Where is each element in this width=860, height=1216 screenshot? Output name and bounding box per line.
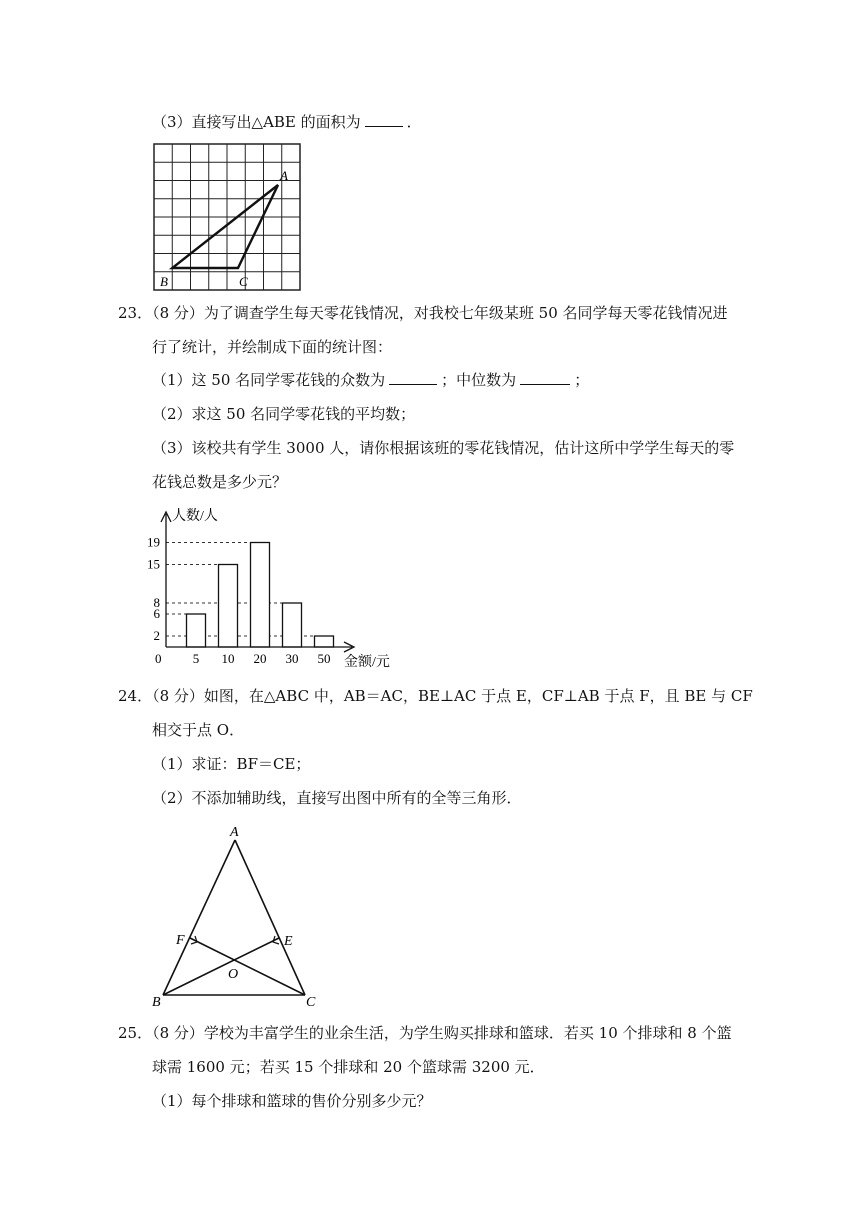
q22-part3 — [152, 112, 422, 132]
bar-50 — [315, 636, 334, 647]
x-tick-label: 30 — [285, 651, 299, 666]
q22-part3-text: （3）直接写出△ABE 的面积为 — [152, 113, 361, 131]
y-tick-label: 15 — [147, 556, 160, 572]
label-b: B — [152, 995, 161, 1010]
q23-part1-a: （1）这 50 名同学零花钱的众数为 — [152, 371, 386, 389]
q23-part1-b: ；中位数为 — [441, 371, 517, 389]
bar-chart — [140, 500, 410, 675]
y-tick-label: 2 — [153, 628, 160, 643]
label-o: O — [228, 967, 239, 982]
x-tick-label: 20 — [253, 651, 267, 666]
bar-30 — [283, 603, 302, 647]
answer-blank-median — [520, 370, 570, 385]
q23-part1 — [152, 370, 589, 390]
y-tick-label: 19 — [147, 534, 160, 550]
triangle-abc — [172, 185, 278, 268]
answer-blank — [365, 112, 403, 127]
q25-line1: 25．（8 分）学校为丰富学生的业余生活，为学生购买排球和篮球．若买 10 个排球和 8 个篮 — [118, 1024, 732, 1042]
isosceles-triangle-figure — [140, 820, 340, 1010]
q23-part3-line1: （3）该校共有学生 3000 人，请你根据该班的零花钱情况，估计这所中学学生每天的零 — [152, 439, 735, 457]
q23-part3-line2: 花钱总数是多少元？ — [152, 473, 288, 491]
q23-part1-c: ； — [574, 371, 590, 389]
origin-label: 0 — [155, 651, 162, 666]
label-a: A — [230, 825, 239, 840]
label-e: E — [284, 934, 293, 949]
q25-part1: （1）每个排球和篮球的售价分别多少元？ — [152, 1092, 432, 1110]
q22-part3-end: ． — [406, 113, 422, 131]
y-axis-label: 人数/人 — [172, 509, 218, 524]
q24-line2: 相交于点 O． — [152, 721, 245, 739]
q24-part2: （2）不添加辅助线，直接写出图中所有的全等三角形． — [152, 789, 522, 807]
y-tick-label: 6 — [153, 606, 160, 621]
bar-20 — [251, 543, 270, 648]
label-c: C — [239, 274, 248, 289]
x-tick-label: 5 — [192, 651, 200, 666]
q23-part2: （2）求这 50 名同学零花钱的平均数； — [152, 405, 416, 423]
q23-line1: 23．（8 分）为了调查学生每天零花钱情况，对我校七年级某班 50 名同学每天零花钱情况进 — [118, 304, 728, 322]
q24-line1: 24．（8 分）如图，在△ABC 中，AB＝AC，BE⊥AC 于点 E，CF⊥AB 于点 F，且 BE 与 CF — [118, 687, 753, 705]
x-tick-label: 10 — [221, 651, 235, 666]
q24-part1: （1）求证：BF＝CE； — [152, 755, 311, 773]
answer-blank-mode — [389, 370, 437, 385]
x-axis-label: 金额/元 — [344, 655, 390, 670]
bar-10 — [219, 565, 238, 648]
bar-5 — [187, 614, 206, 647]
label-c: C — [306, 995, 316, 1010]
y-tick-label: 8 — [153, 595, 160, 610]
x-tick-label: 50 — [317, 651, 331, 666]
label-a: A — [280, 168, 288, 183]
label-f: F — [176, 933, 185, 948]
label-b: B — [160, 274, 168, 289]
q23-line2: 行了统计，并绘制成下面的统计图： — [152, 338, 393, 356]
q25-line2: 球需 1600 元；若买 15 个排球和 20 个篮球需 3200 元． — [152, 1058, 545, 1076]
grid-triangle-figure — [148, 140, 308, 294]
